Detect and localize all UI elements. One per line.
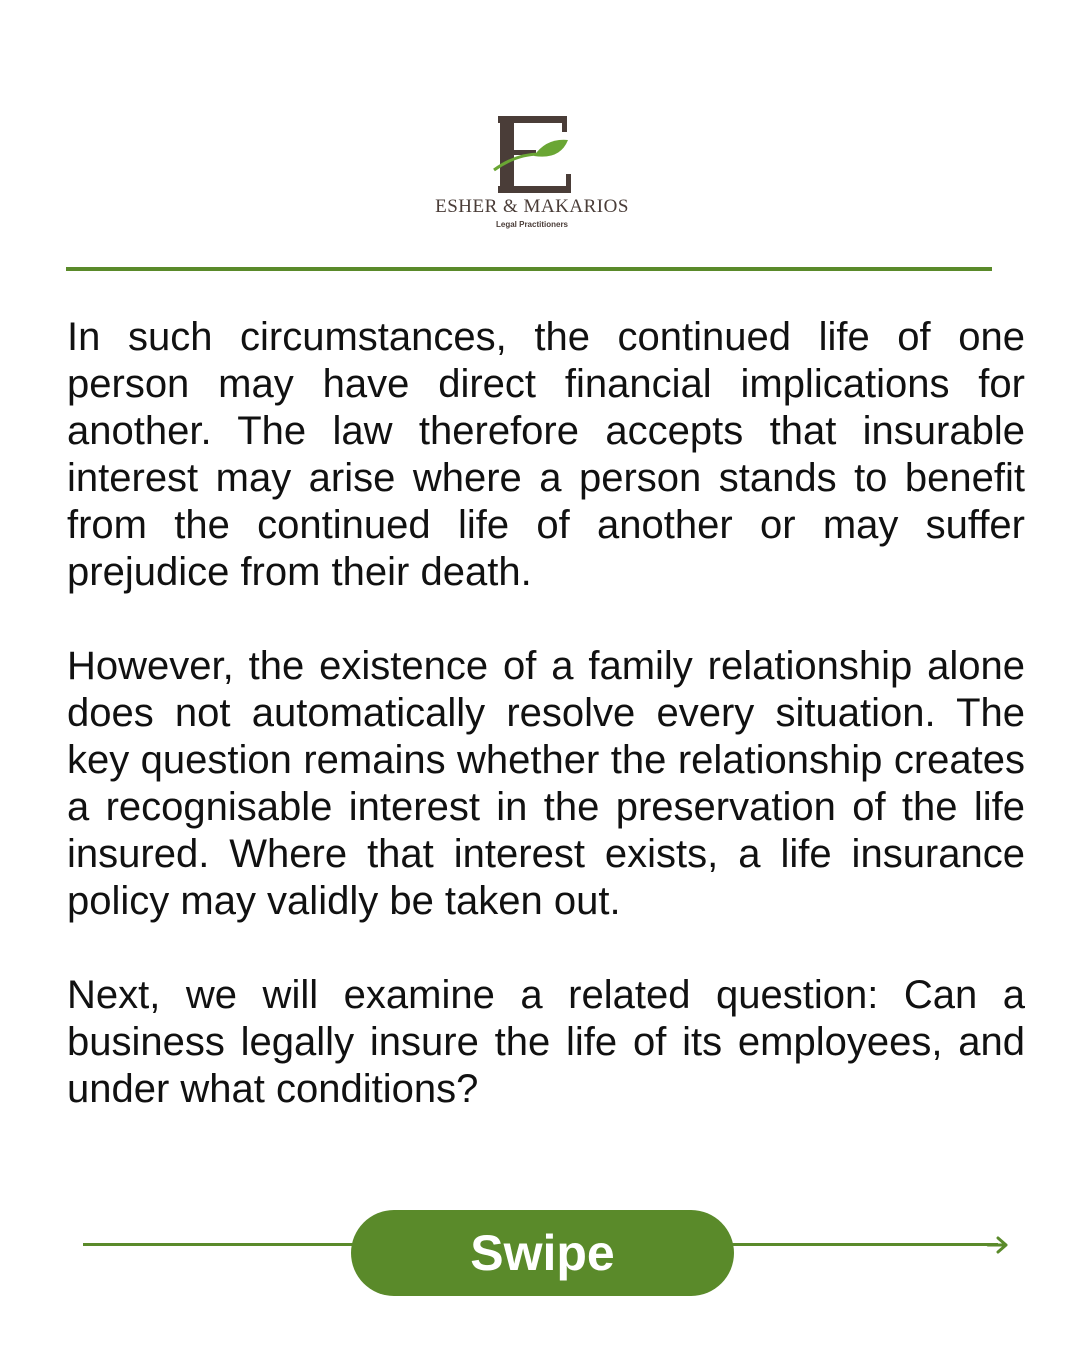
swipe-button[interactable]: Swipe [351, 1210, 734, 1296]
swipe-navigation [0, 1210, 1080, 1298]
header-divider [66, 267, 992, 271]
article-body [67, 314, 1025, 1113]
paragraph: Next, we will examine a related question: Can a business legally insure the life of its employees, and under what conditions? [67, 973, 1025, 1111]
swipe-line-left [83, 1243, 355, 1246]
leaf-letter-e-icon [486, 110, 586, 196]
brand-logo [0, 110, 1080, 240]
paragraph: However, the existence of a family relationship alone does not automatically resolve every situation. The key question remains whether the relationship creates a recognisable interest in the preservation of the life insured. Where that interest exists, a life insurance policy may validly be taken out. [67, 644, 1025, 923]
brand-tagline: Legal Practitioners [495, 220, 569, 229]
brand-name: ESHER & MAKARIOS [435, 196, 629, 217]
paragraph: In such circumstances, the continued life of one person may have direct financial implications for another. The law therefore accepts that insurable interest may arise where a person stands to benefit from the continued life of another or may suffer prejudice from their death. [67, 315, 1025, 594]
arrow-right-icon [986, 1236, 1008, 1254]
swipe-line-right [730, 1243, 998, 1246]
